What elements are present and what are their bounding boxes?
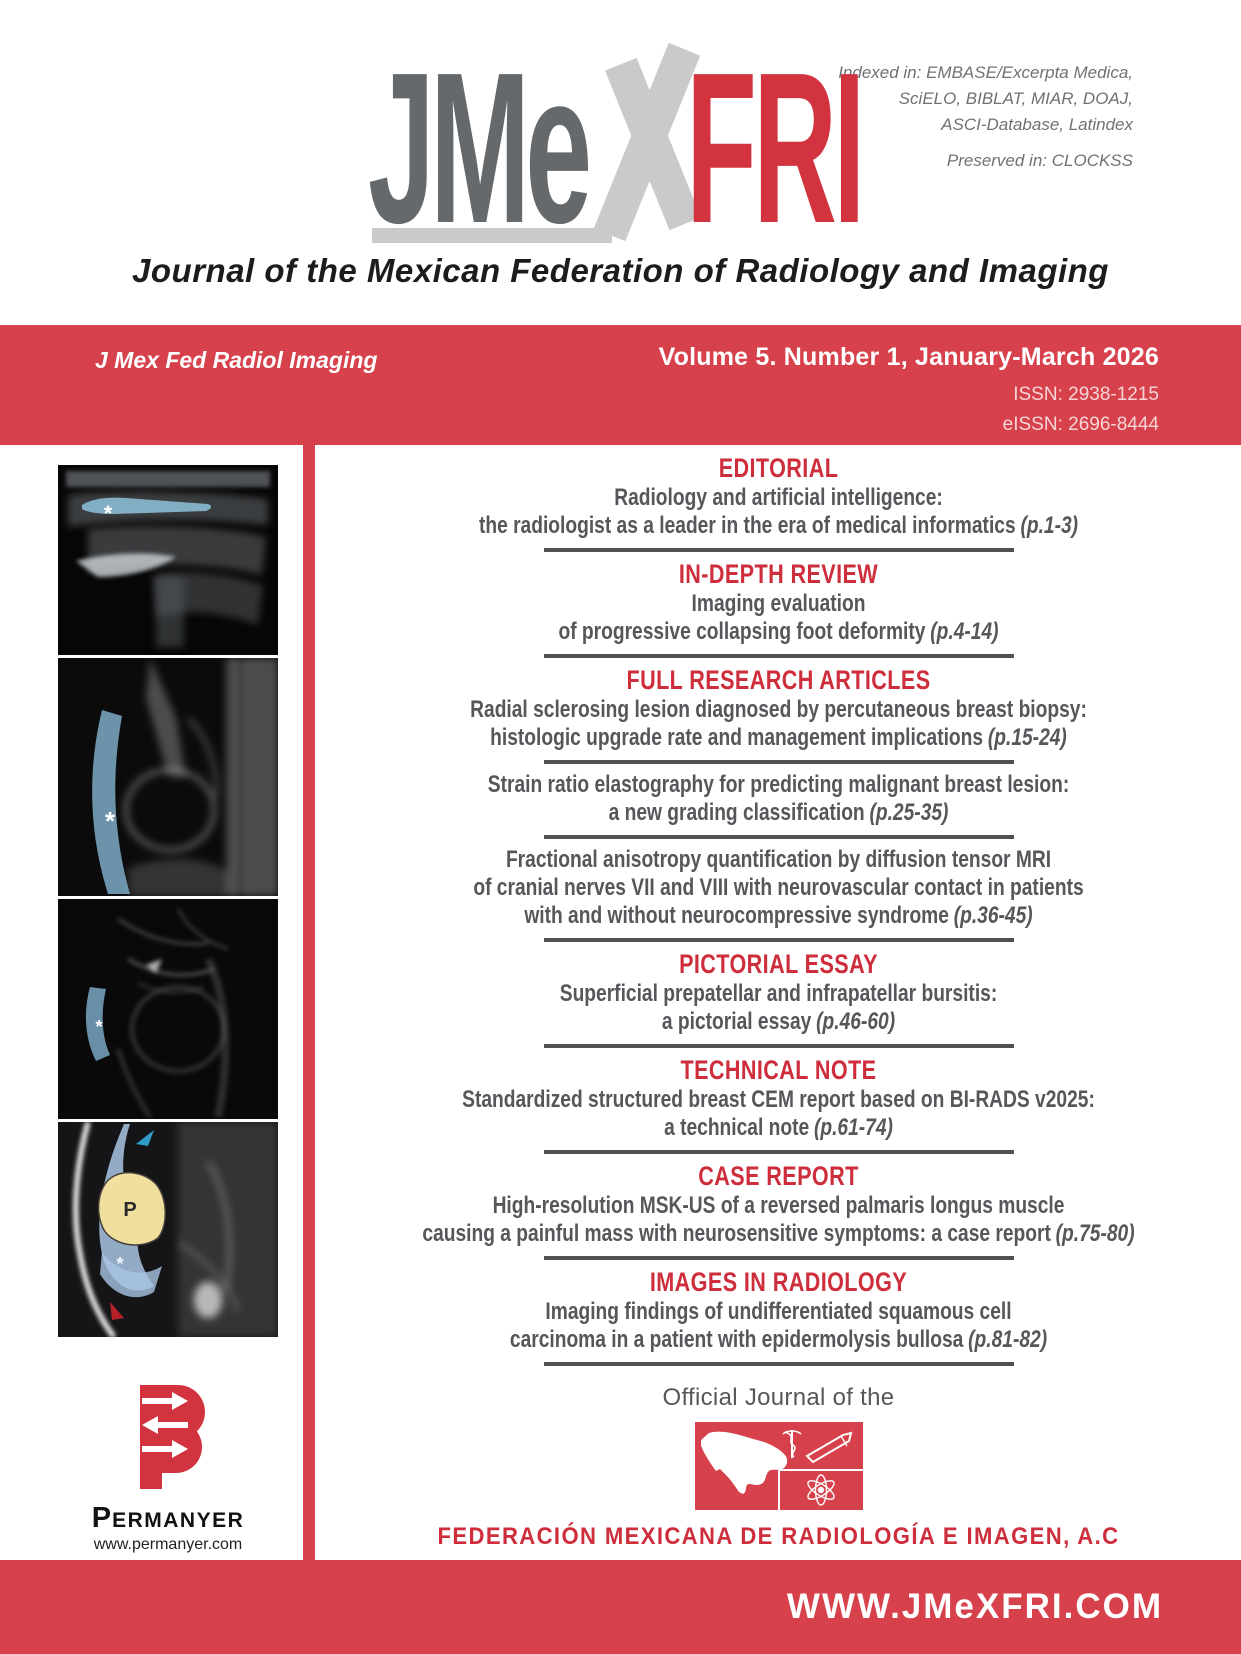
toc-article: Radiology and artificial intelligence: the radiologist as a leader in the era of medical informatics (p.1-3) bbox=[478, 484, 1079, 539]
page-range: (p.36-45) bbox=[953, 902, 1033, 929]
patella-label: P bbox=[123, 1199, 137, 1221]
journal-website[interactable]: WWW.JMeXFRI.COM bbox=[786, 1587, 1163, 1626]
indexing-line: Indexed in: EMBASE/Excerpta Medica, bbox=[838, 63, 1133, 82]
toc-article: Radial sclerosing lesion diagnosed by percutaneous breast biopsy: histologic upgrade rate and management implications (p.15-24) bbox=[470, 696, 1087, 751]
issue-band bbox=[0, 325, 1241, 445]
toc-article: Imaging findings of undifferentiated squamous cell carcinoma in a patient with epidermolysis bullosa (p.81-82) bbox=[509, 1298, 1048, 1353]
cover-image-knee-mri-2 bbox=[58, 899, 278, 1119]
eissn: eISSN: 2696-8444 bbox=[1002, 414, 1159, 435]
federation-name: FEDERACIÓN MEXICANA DE RADIOLOGÍA E IMAGEN, A.C bbox=[437, 1523, 1120, 1550]
jmexfri-logo bbox=[368, 27, 883, 268]
page-range: (p.81-82) bbox=[968, 1326, 1048, 1353]
section-heading-images-in-radiology: IMAGES IN RADIOLOGY bbox=[649, 1267, 908, 1297]
journal-subtitle: Journal of the Mexican Federation of Radiology and Imaging bbox=[132, 252, 1109, 289]
toc-article: Standardized structured breast CEM report based on BI-RADS v2025: a technical note (p.61-74) bbox=[462, 1086, 1095, 1141]
cover-main bbox=[0, 445, 1241, 1560]
toc-article: High-resolution MSK-US of a reversed palmaris longus muscle causing a painful mass with neurosensitive symptoms: a case report (p.75-80) bbox=[422, 1192, 1135, 1247]
page-range: (p.25-35) bbox=[869, 799, 949, 826]
indexing-info bbox=[838, 60, 1133, 174]
cover-image-ultrasound bbox=[58, 465, 278, 655]
divider bbox=[544, 548, 1014, 552]
divider bbox=[544, 760, 1014, 764]
logo-text-fri: FRI bbox=[686, 27, 862, 268]
federation-logo-icon bbox=[695, 1422, 863, 1510]
divider bbox=[544, 938, 1014, 942]
asterisk-label: * bbox=[116, 1254, 124, 1274]
page-range: (p.4-14) bbox=[930, 618, 999, 645]
masthead bbox=[0, 0, 1241, 325]
divider bbox=[544, 1150, 1014, 1154]
indexing-line: SciELO, BIBLAT, MIAR, DOAJ, bbox=[898, 89, 1133, 108]
cover-image-knee-mri-1 bbox=[58, 658, 278, 896]
publisher-block bbox=[58, 1385, 278, 1554]
toc-article: Superficial prepatellar and infrapatellar bursitis: a pictorial essay (p.46-60) bbox=[559, 980, 998, 1035]
permanyer-logo-icon bbox=[126, 1385, 210, 1489]
divider bbox=[544, 654, 1014, 658]
section-heading-in-depth-review: IN-DEPTH REVIEW bbox=[678, 559, 879, 589]
issue-details bbox=[659, 343, 1159, 436]
section-heading-pictorial-essay: PICTORIAL ESSAY bbox=[679, 949, 878, 979]
cover-image-knee-mri-annotated bbox=[58, 1122, 278, 1337]
logo-text-jme: JMe bbox=[368, 27, 588, 268]
toc-article: Imaging evaluation of progressive collapsing foot deformity (p.4-14) bbox=[558, 590, 999, 645]
toc-article: Strain ratio elastography for predicting malignant breast lesion: a new grading classification (p.25-35) bbox=[487, 771, 1070, 826]
page-range: (p.46-60) bbox=[816, 1008, 896, 1035]
volume-number: Volume 5. Number 1, January-March 2026 bbox=[658, 343, 1159, 371]
divider bbox=[544, 1256, 1014, 1260]
publisher-name: PERMANYER bbox=[91, 1502, 245, 1534]
asterisk-label: * bbox=[104, 806, 116, 836]
asterisk-label: * bbox=[95, 1017, 103, 1037]
section-heading-full-research-articles: FULL RESEARCH ARTICLES bbox=[626, 665, 931, 695]
cover-image-strip bbox=[58, 465, 278, 1340]
official-journal-block bbox=[316, 1384, 1241, 1551]
issn: ISSN: 2938-1215 bbox=[1013, 384, 1159, 405]
publisher-url[interactable]: www.permanyer.com bbox=[93, 1536, 243, 1553]
section-heading-technical-note: TECHNICAL NOTE bbox=[680, 1055, 877, 1085]
table-of-contents bbox=[316, 453, 1241, 1551]
toc-article: Fractional anisotropy quantification by diffusion tensor MRI of cranial nerves VII and VIII with neurovascular contact in patients with and without neurocompressive syndrome (p.36-45) bbox=[473, 846, 1084, 929]
divider bbox=[544, 1362, 1014, 1366]
page-range: (p.75-80) bbox=[1055, 1220, 1135, 1247]
divider bbox=[544, 1044, 1014, 1048]
divider bbox=[544, 835, 1014, 839]
asterisk-label: * bbox=[103, 501, 113, 526]
red-vertical-rule bbox=[303, 445, 315, 1560]
page-range: (p.1-3) bbox=[1020, 512, 1079, 539]
page-range: (p.15-24) bbox=[987, 724, 1067, 751]
indexing-line: ASCI-Database, Latindex bbox=[941, 115, 1133, 134]
section-heading-case-report: CASE REPORT bbox=[698, 1161, 859, 1191]
page-range: (p.61-74) bbox=[813, 1114, 893, 1141]
section-heading-editorial: EDITORIAL bbox=[718, 453, 839, 483]
journal-abbreviation: J Mex Fed Radiol Imaging bbox=[95, 347, 378, 373]
official-journal-label: Official Journal of the bbox=[662, 1384, 895, 1411]
bottom-bar bbox=[0, 1560, 1241, 1654]
preserved-line: Preserved in: CLOCKSS bbox=[946, 151, 1133, 170]
